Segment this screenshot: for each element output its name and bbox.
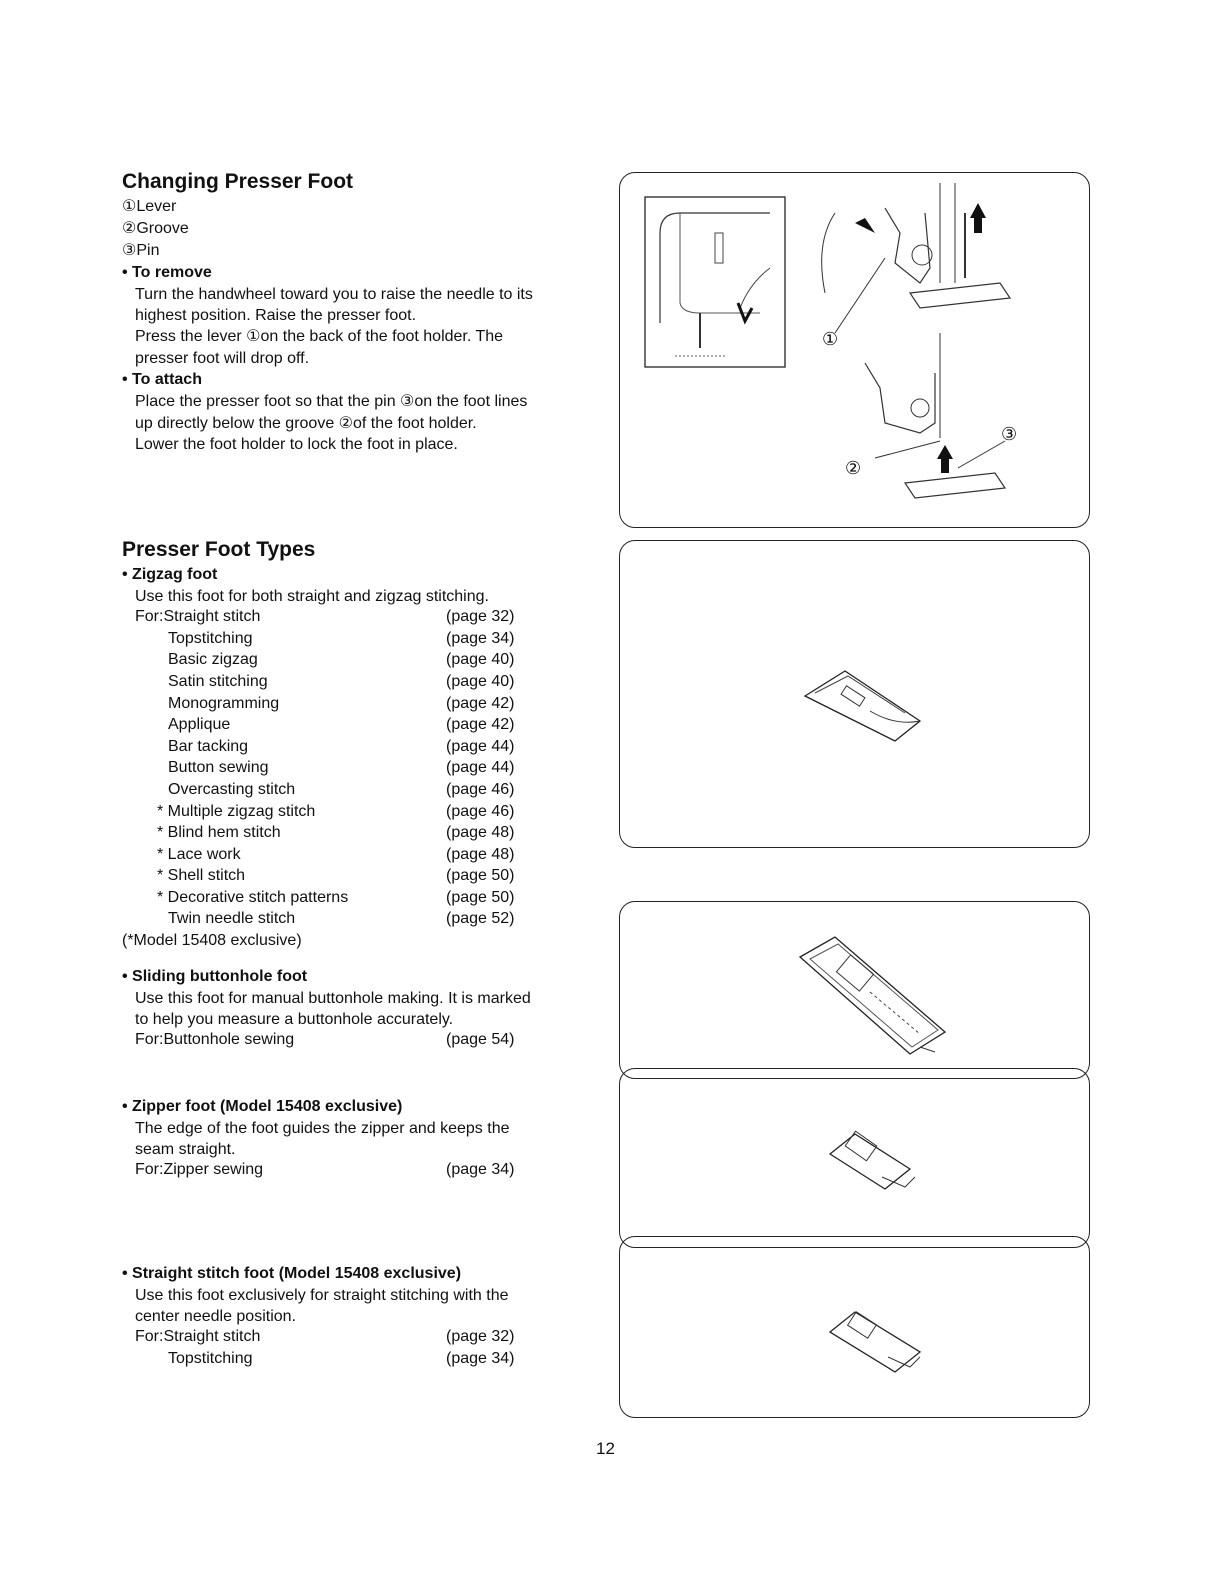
zigzag-use-page: (page 46) xyxy=(446,803,515,820)
zigzag-use-page: (page 46) xyxy=(446,781,515,798)
zigzag-use-page: (page 32) xyxy=(446,608,515,625)
straight-use-page: (page 34) xyxy=(446,1350,515,1367)
buttonhole-foot-desc: Use this foot for manual buttonhole making. It is marked xyxy=(135,990,531,1007)
section-title-presser-foot-types: Presser Foot Types xyxy=(122,538,316,561)
zipper-foot-desc: The edge of the foot guides the zipper and keeps the xyxy=(135,1120,510,1137)
zigzag-use-label: Basic zigzag xyxy=(168,651,258,668)
zigzag-use-page: (page 50) xyxy=(446,867,515,884)
straight-stitch-foot-illustration xyxy=(620,1237,1089,1417)
zigzag-use-label: * Blind hem stitch xyxy=(157,824,281,841)
zipper-use-page: (page 34) xyxy=(446,1161,515,1178)
straight-use-label: For:Straight stitch xyxy=(135,1328,261,1345)
callout-3-label: ③ xyxy=(1001,424,1018,444)
remove-line: Press the lever ①on the back of the foot holder. The xyxy=(135,328,504,345)
page-number: 12 xyxy=(596,1439,615,1458)
zipper-foot-heading: • Zipper foot (Model 15408 exclusive) xyxy=(122,1098,403,1115)
zigzag-use-page: (page 40) xyxy=(446,673,515,690)
buttonhole-foot-desc: to help you measure a buttonhole accurately. xyxy=(135,1011,454,1028)
zigzag-use-page: (page 42) xyxy=(446,695,515,712)
zigzag-use-page: (page 50) xyxy=(446,889,515,906)
zigzag-use-label: Monogramming xyxy=(168,695,280,712)
section-title-changing-presser-foot: Changing Presser Foot xyxy=(122,170,354,193)
to-remove-heading: • To remove xyxy=(122,264,212,281)
straight-use-page: (page 32) xyxy=(446,1328,515,1345)
zigzag-use-label: * Multiple zigzag stitch xyxy=(157,803,316,820)
straight-stitch-foot-heading: • Straight stitch foot (Model 15408 exclusive) xyxy=(122,1265,462,1282)
zigzag-use-page: (page 44) xyxy=(446,759,515,776)
zigzag-foot-illustration-panel xyxy=(619,540,1090,848)
remove-line: highest position. Raise the presser foot. xyxy=(135,307,417,324)
zigzag-foot-illustration xyxy=(620,541,1089,847)
zigzag-use-page: (page 40) xyxy=(446,651,515,668)
zigzag-use-label: Button sewing xyxy=(168,759,269,776)
straight-stitch-foot-desc: center needle position. xyxy=(135,1308,296,1325)
buttonhole-use-label: For:Buttonhole sewing xyxy=(135,1031,295,1048)
zigzag-use-page: (page 42) xyxy=(446,716,515,733)
buttonhole-foot-heading: • Sliding buttonhole foot xyxy=(122,968,308,985)
remove-line: presser foot will drop off. xyxy=(135,350,310,367)
zigzag-use-label: * Lace work xyxy=(157,846,241,863)
zigzag-use-label: Overcasting stitch xyxy=(168,781,296,798)
zigzag-use-page: (page 48) xyxy=(446,846,515,863)
buttonhole-foot-illustration-panel xyxy=(619,901,1090,1079)
buttonhole-use-page: (page 54) xyxy=(446,1031,515,1048)
attach-line: up directly below the groove ②of the foot holder. xyxy=(135,415,477,432)
zigzag-use-label: Topstitching xyxy=(168,630,253,647)
zigzag-use-label: Applique xyxy=(168,716,231,733)
zigzag-use-label: * Decorative stitch patterns xyxy=(157,889,349,906)
part-lever: ①Lever xyxy=(122,198,177,215)
zigzag-use-page: (page 34) xyxy=(446,630,515,647)
zipper-foot-desc: seam straight. xyxy=(135,1141,236,1158)
to-attach-heading: • To attach xyxy=(122,371,202,388)
zigzag-foot-desc: Use this foot for both straight and zigzag stitching. xyxy=(135,588,489,605)
zigzag-use-page: (page 52) xyxy=(446,910,515,927)
part-pin: ③Pin xyxy=(122,242,160,259)
buttonhole-foot-illustration xyxy=(620,902,1089,1078)
model-exclusive-note: (*Model 15408 exclusive) xyxy=(122,932,302,949)
zigzag-use-label: Satin stitching xyxy=(168,673,268,690)
attach-line: Lower the foot holder to lock the foot in place. xyxy=(135,436,458,453)
callout-1-label: ① xyxy=(822,329,839,349)
zigzag-use-page: (page 48) xyxy=(446,824,515,841)
attach-line: Place the presser foot so that the pin ③on the foot lines xyxy=(135,393,528,410)
straight-stitch-foot-illustration-panel xyxy=(619,1236,1090,1418)
zigzag-use-label: Bar tacking xyxy=(168,738,249,755)
straight-stitch-foot-desc: Use this foot exclusively for straight stitching with the xyxy=(135,1287,509,1304)
zipper-use-label: For:Zipper sewing xyxy=(135,1161,264,1178)
zigzag-use-label: * Shell stitch xyxy=(157,867,246,884)
zipper-foot-illustration-panel xyxy=(619,1068,1090,1248)
zigzag-foot-heading: • Zigzag foot xyxy=(122,566,218,583)
zigzag-use-label: For:Straight stitch xyxy=(135,608,261,625)
callout-2-label: ② xyxy=(845,458,862,478)
part-groove: ②Groove xyxy=(122,220,189,237)
remove-line: Turn the handwheel toward you to raise the needle to its xyxy=(135,286,533,303)
zigzag-use-label: Twin needle stitch xyxy=(168,910,296,927)
zigzag-use-page: (page 44) xyxy=(446,738,515,755)
zipper-foot-illustration xyxy=(620,1069,1089,1247)
straight-use-label: Topstitching xyxy=(168,1350,253,1367)
